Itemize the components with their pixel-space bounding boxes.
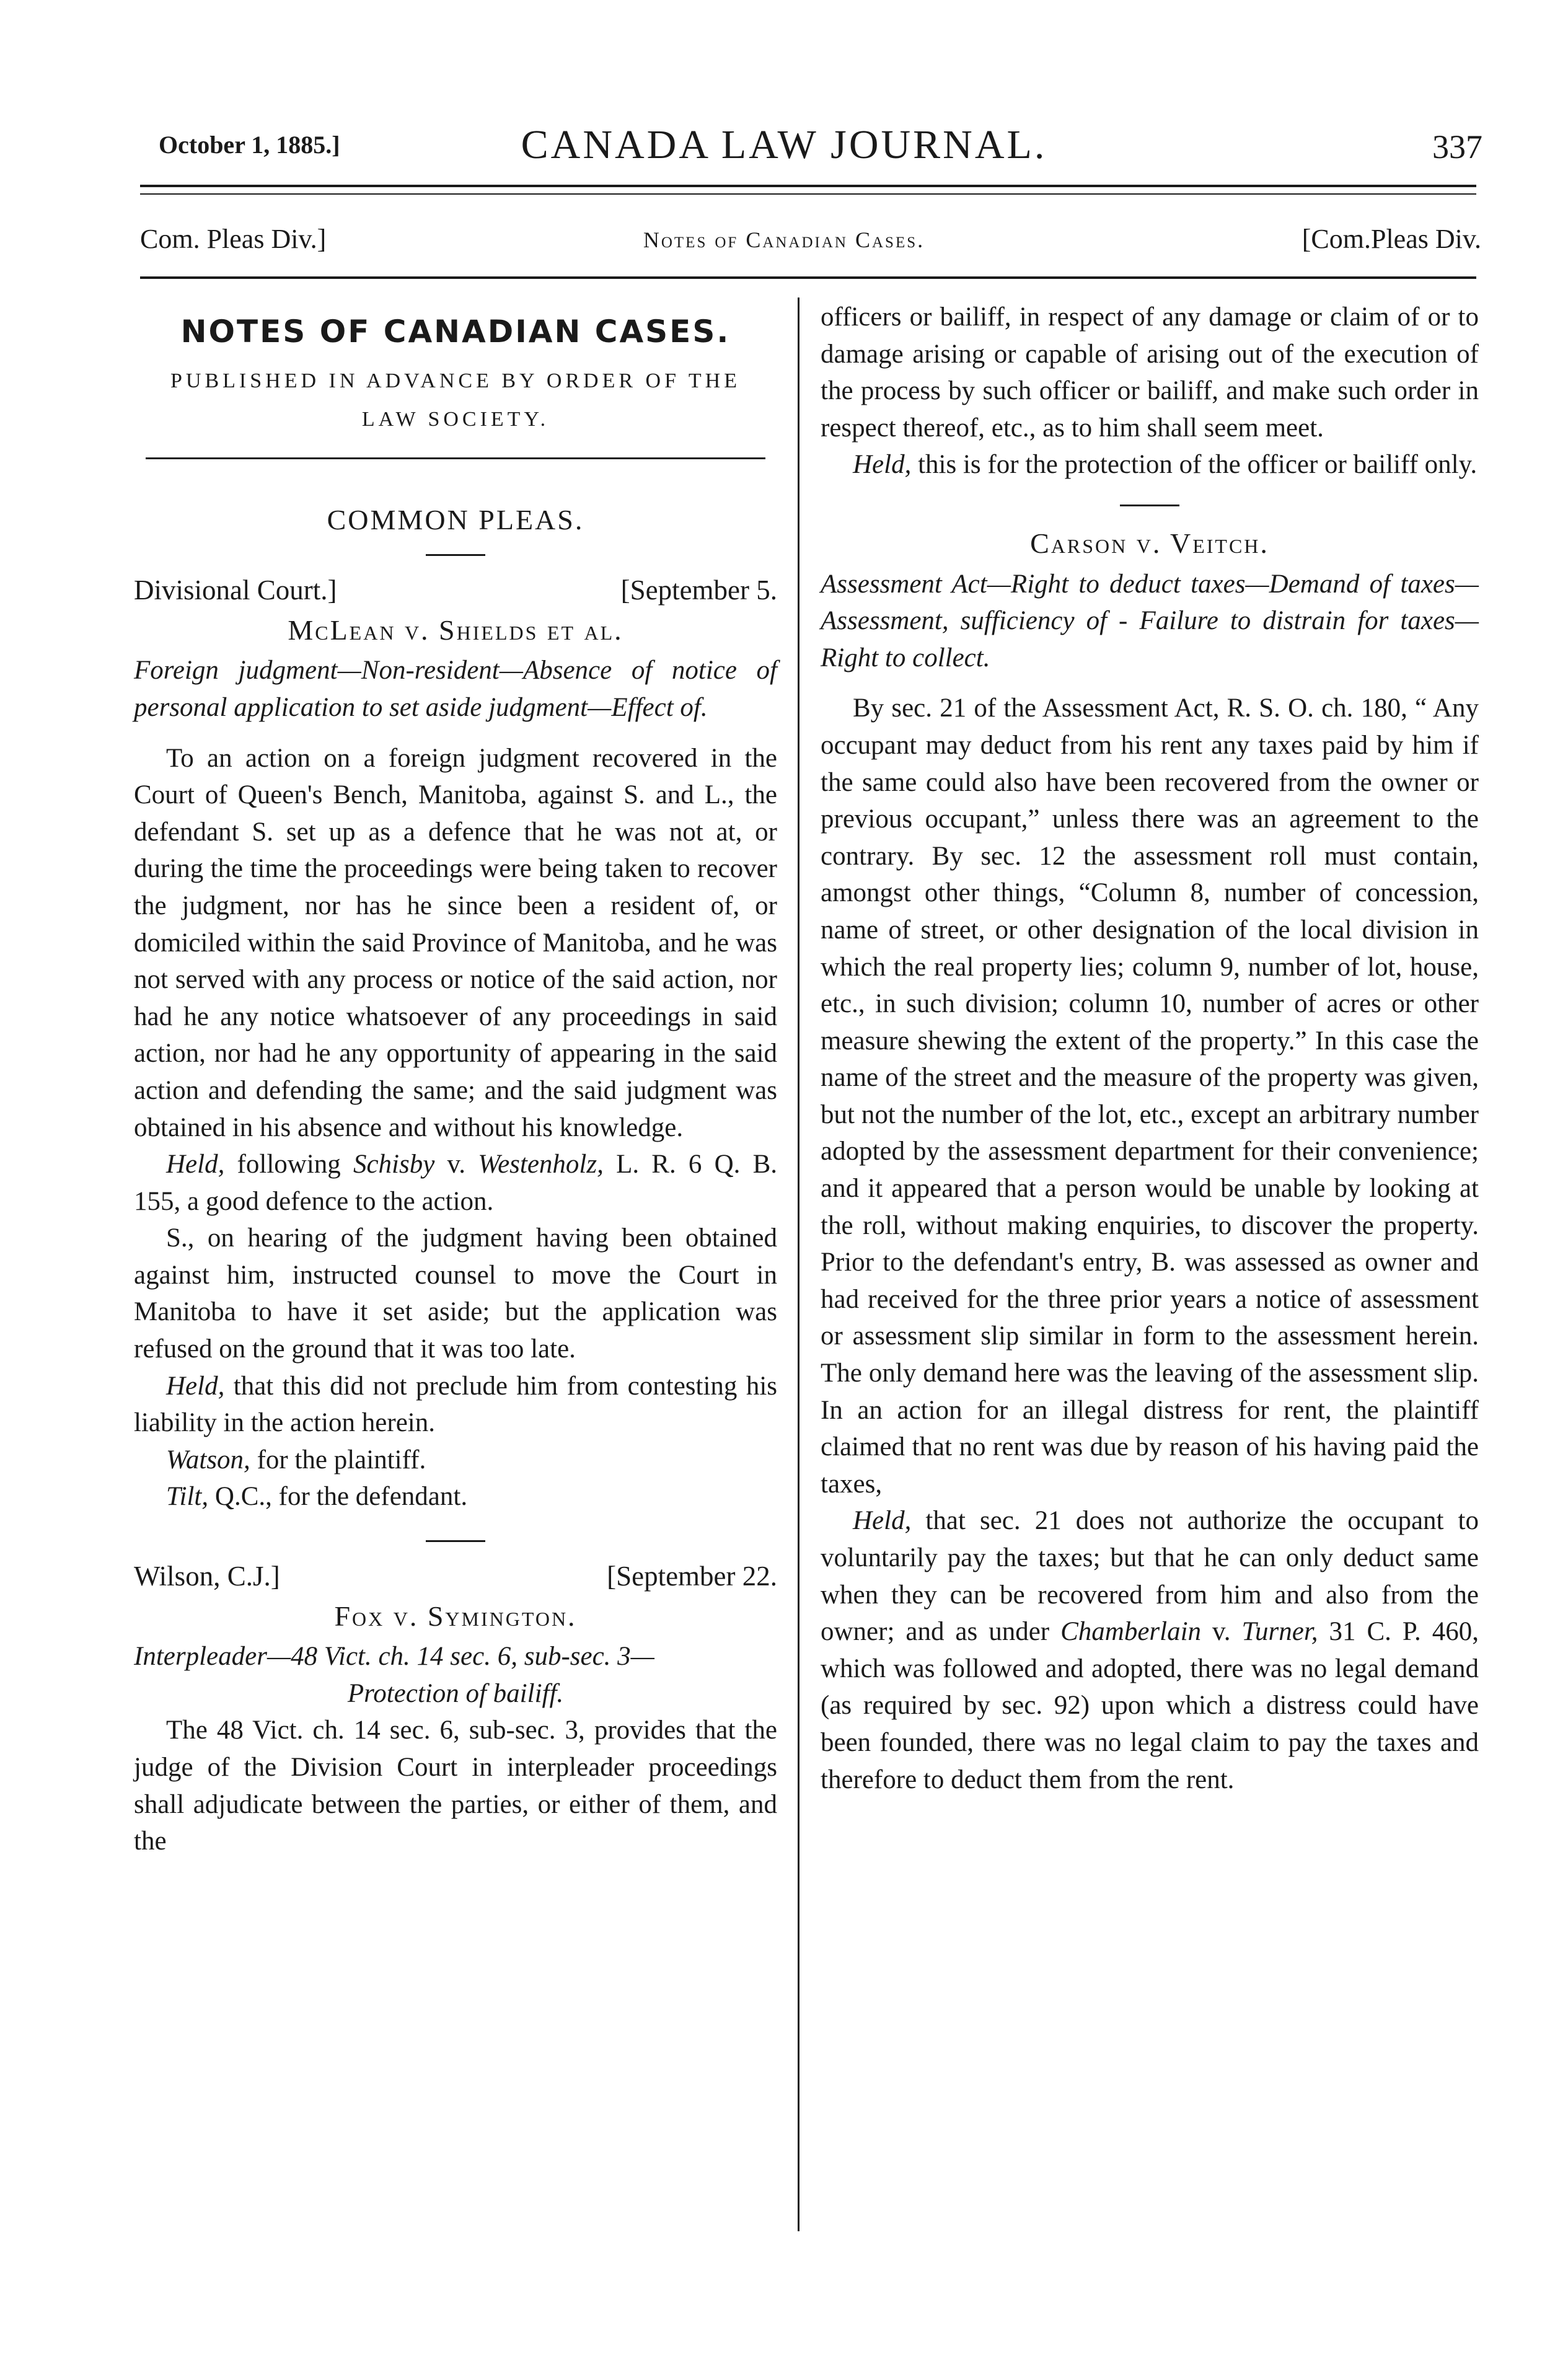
court-section-title: COMMON PLEAS. bbox=[327, 503, 584, 536]
case-paragraph: S., on hearing of the judgment having been obtained against him, instructed counsel to move the Court in Manitoba to have it set aside; but the application was refused on the ground that it was too late. bbox=[134, 1223, 777, 1364]
section-rule bbox=[146, 457, 765, 459]
case-date: [September 5. bbox=[620, 575, 777, 606]
section-title: NOTES OF CANADIAN CASES. bbox=[180, 314, 731, 350]
journal-title: CANADA LAW JOURNAL. bbox=[521, 122, 1047, 167]
subheader-rule bbox=[140, 276, 1476, 279]
case-holding: Held, following Schisby v. Westenholz, L. R. 6 Q. B. 155, a good defence to the action. bbox=[134, 1150, 778, 1216]
case-date: [September 22. bbox=[607, 1561, 777, 1592]
column-divider bbox=[798, 298, 799, 2231]
cited-case: Westenholz, bbox=[478, 1150, 604, 1179]
case-paragraph: To an action on a foreign judgment recovered in the Court of Queen's Bench, Manitoba, against S. and L., the defendant S. set up as a defence that he was not at, or during the time the proceedings were being taken to recover the judgment, nor has he since been a resident of, or domiciled within the said Province of Manitoba, and he was not served with any process or notice of the said action, nor had he any notice whatsoever of any proceedings in said action, nor had he any opportunity of appearing in the said action and defending the same; and the said judgment was obtained in his absence and without his knowledge. bbox=[134, 743, 777, 1142]
cited-case: Chamberlain bbox=[1060, 1617, 1202, 1647]
header-rule-top bbox=[140, 185, 1476, 187]
case-catchwords: Assessment Act—Right to deduct taxes—Demand of taxes—Assessment, sufficiency of - Failure to distrain for taxes—Right to collect. bbox=[821, 569, 1479, 672]
case-holding: Held, this is for the protection of the officer or bailiff only. bbox=[853, 450, 1478, 480]
left-division-label: Com. Pleas Div.] bbox=[140, 224, 327, 254]
cited-case: Schisby bbox=[353, 1150, 435, 1179]
header-date: October 1, 1885.] bbox=[159, 131, 340, 159]
short-rule bbox=[426, 1540, 485, 1542]
published-note-line-2: LAW SOCIETY. bbox=[361, 407, 550, 431]
left-column bbox=[134, 299, 777, 1860]
counsel-line: Watson, for the plaintiff. bbox=[166, 1445, 426, 1474]
case-court-line bbox=[134, 572, 777, 609]
case-name: Carson v. Veitch. bbox=[1030, 527, 1269, 559]
held-label: Held, bbox=[853, 450, 912, 480]
header-rule-bottom bbox=[140, 193, 1476, 195]
case-paragraph: The 48 Vict. ch. 14 sec. 6, sub-sec. 3, provides that the judge of the Division Court in interpleader proceedings shall adjudicate between the parties, or either of them, and the bbox=[134, 1716, 777, 1856]
case-name: Fox v. Symington. bbox=[334, 1600, 577, 1632]
case-name: McLean v. Shields et al. bbox=[288, 614, 623, 646]
page-number: 337 bbox=[1432, 128, 1482, 165]
continued-paragraph: officers or bailiff, in respect of any damage or claim of or to damage arising or capable of arising out of the execution of the process by such officer or bailiff, and make such order in respect thereof, etc., as to him shall seem meet. bbox=[821, 302, 1479, 443]
right-division-label: [Com.Pleas Div. bbox=[1302, 224, 1481, 254]
held-label: Held, bbox=[166, 1150, 225, 1179]
section-running-title: Notes of Canadian Cases. bbox=[643, 227, 925, 252]
short-rule bbox=[426, 554, 485, 556]
held-label: Held, bbox=[853, 1506, 912, 1536]
case-catchwords: Interpleader—48 Vict. ch. 14 sec. 6, sub-sec. 3— Protection of bailiff. bbox=[134, 1642, 654, 1708]
case-catchwords: Foreign judgment—Non-resident—Absence of notice of personal application to set aside judgment—Effect of. bbox=[134, 656, 777, 722]
published-note bbox=[134, 362, 777, 439]
right-column bbox=[821, 299, 1479, 1798]
case-holding: Held, that sec. 21 does not authorize the occupant to voluntarily pay the taxes; but that he can only deduct same when they can be recovered from him and also from the owner; and as under Chamberlain v. Turner, 31 C. P. 460, which was followed and adopted, there was no legal demand (as required by sec. 92) upon which a distress could have been founded, there was no legal claim to pay the taxes and therefore to deduct them from the rent. bbox=[821, 1506, 1479, 1794]
cited-case: Turner, bbox=[1241, 1617, 1318, 1647]
short-rule bbox=[1120, 505, 1179, 506]
case-court-line bbox=[134, 1558, 777, 1595]
published-note-line-1: PUBLISHED IN ADVANCE BY ORDER OF THE bbox=[170, 369, 741, 392]
case-paragraph: By sec. 21 of the Assessment Act, R. S. O. ch. 180, “ Any occupant may deduct from his rent any taxes paid by him if the same could also have been recovered from the owner or previous occupant,” unless there was an agreement to the contrary. By sec. 12 the assessment roll must contain, amongst other things, “Column 8, number of concession, name of street, or other designation of the local division in which the real property lies; column 9, number of lot, house, etc., in such division; column 10, number of acres or other measure shewing the extent of the property.” In this case the name of the street and the measure of the property was given, but not the number of the lot, etc., except an arbitrary number adopted by the assessment department for their convenience; and it appeared that a person would be unable by looking at the roll, without making enquiries, to discover the property. Prior to the defendant's entry, B. was assessed as owner and had received for the three prior years a notice of assessment or assessment slip similar in form to the assessment herein. The only demand here was the leaving of the assessment slip. In an action for an illegal distress for rent, the plaintiff claimed that no rent was due by reason of his having paid the taxes, bbox=[821, 694, 1479, 1499]
case-court: Divisional Court.] bbox=[134, 575, 337, 606]
counsel-line: Tilt, Q.C., for the defendant. bbox=[166, 1482, 468, 1512]
held-label: Held, bbox=[166, 1371, 225, 1401]
case-court: Wilson, C.J.] bbox=[134, 1561, 280, 1592]
case-holding: Held, that this did not preclude him from contesting his liability in the action herein. bbox=[134, 1371, 777, 1438]
